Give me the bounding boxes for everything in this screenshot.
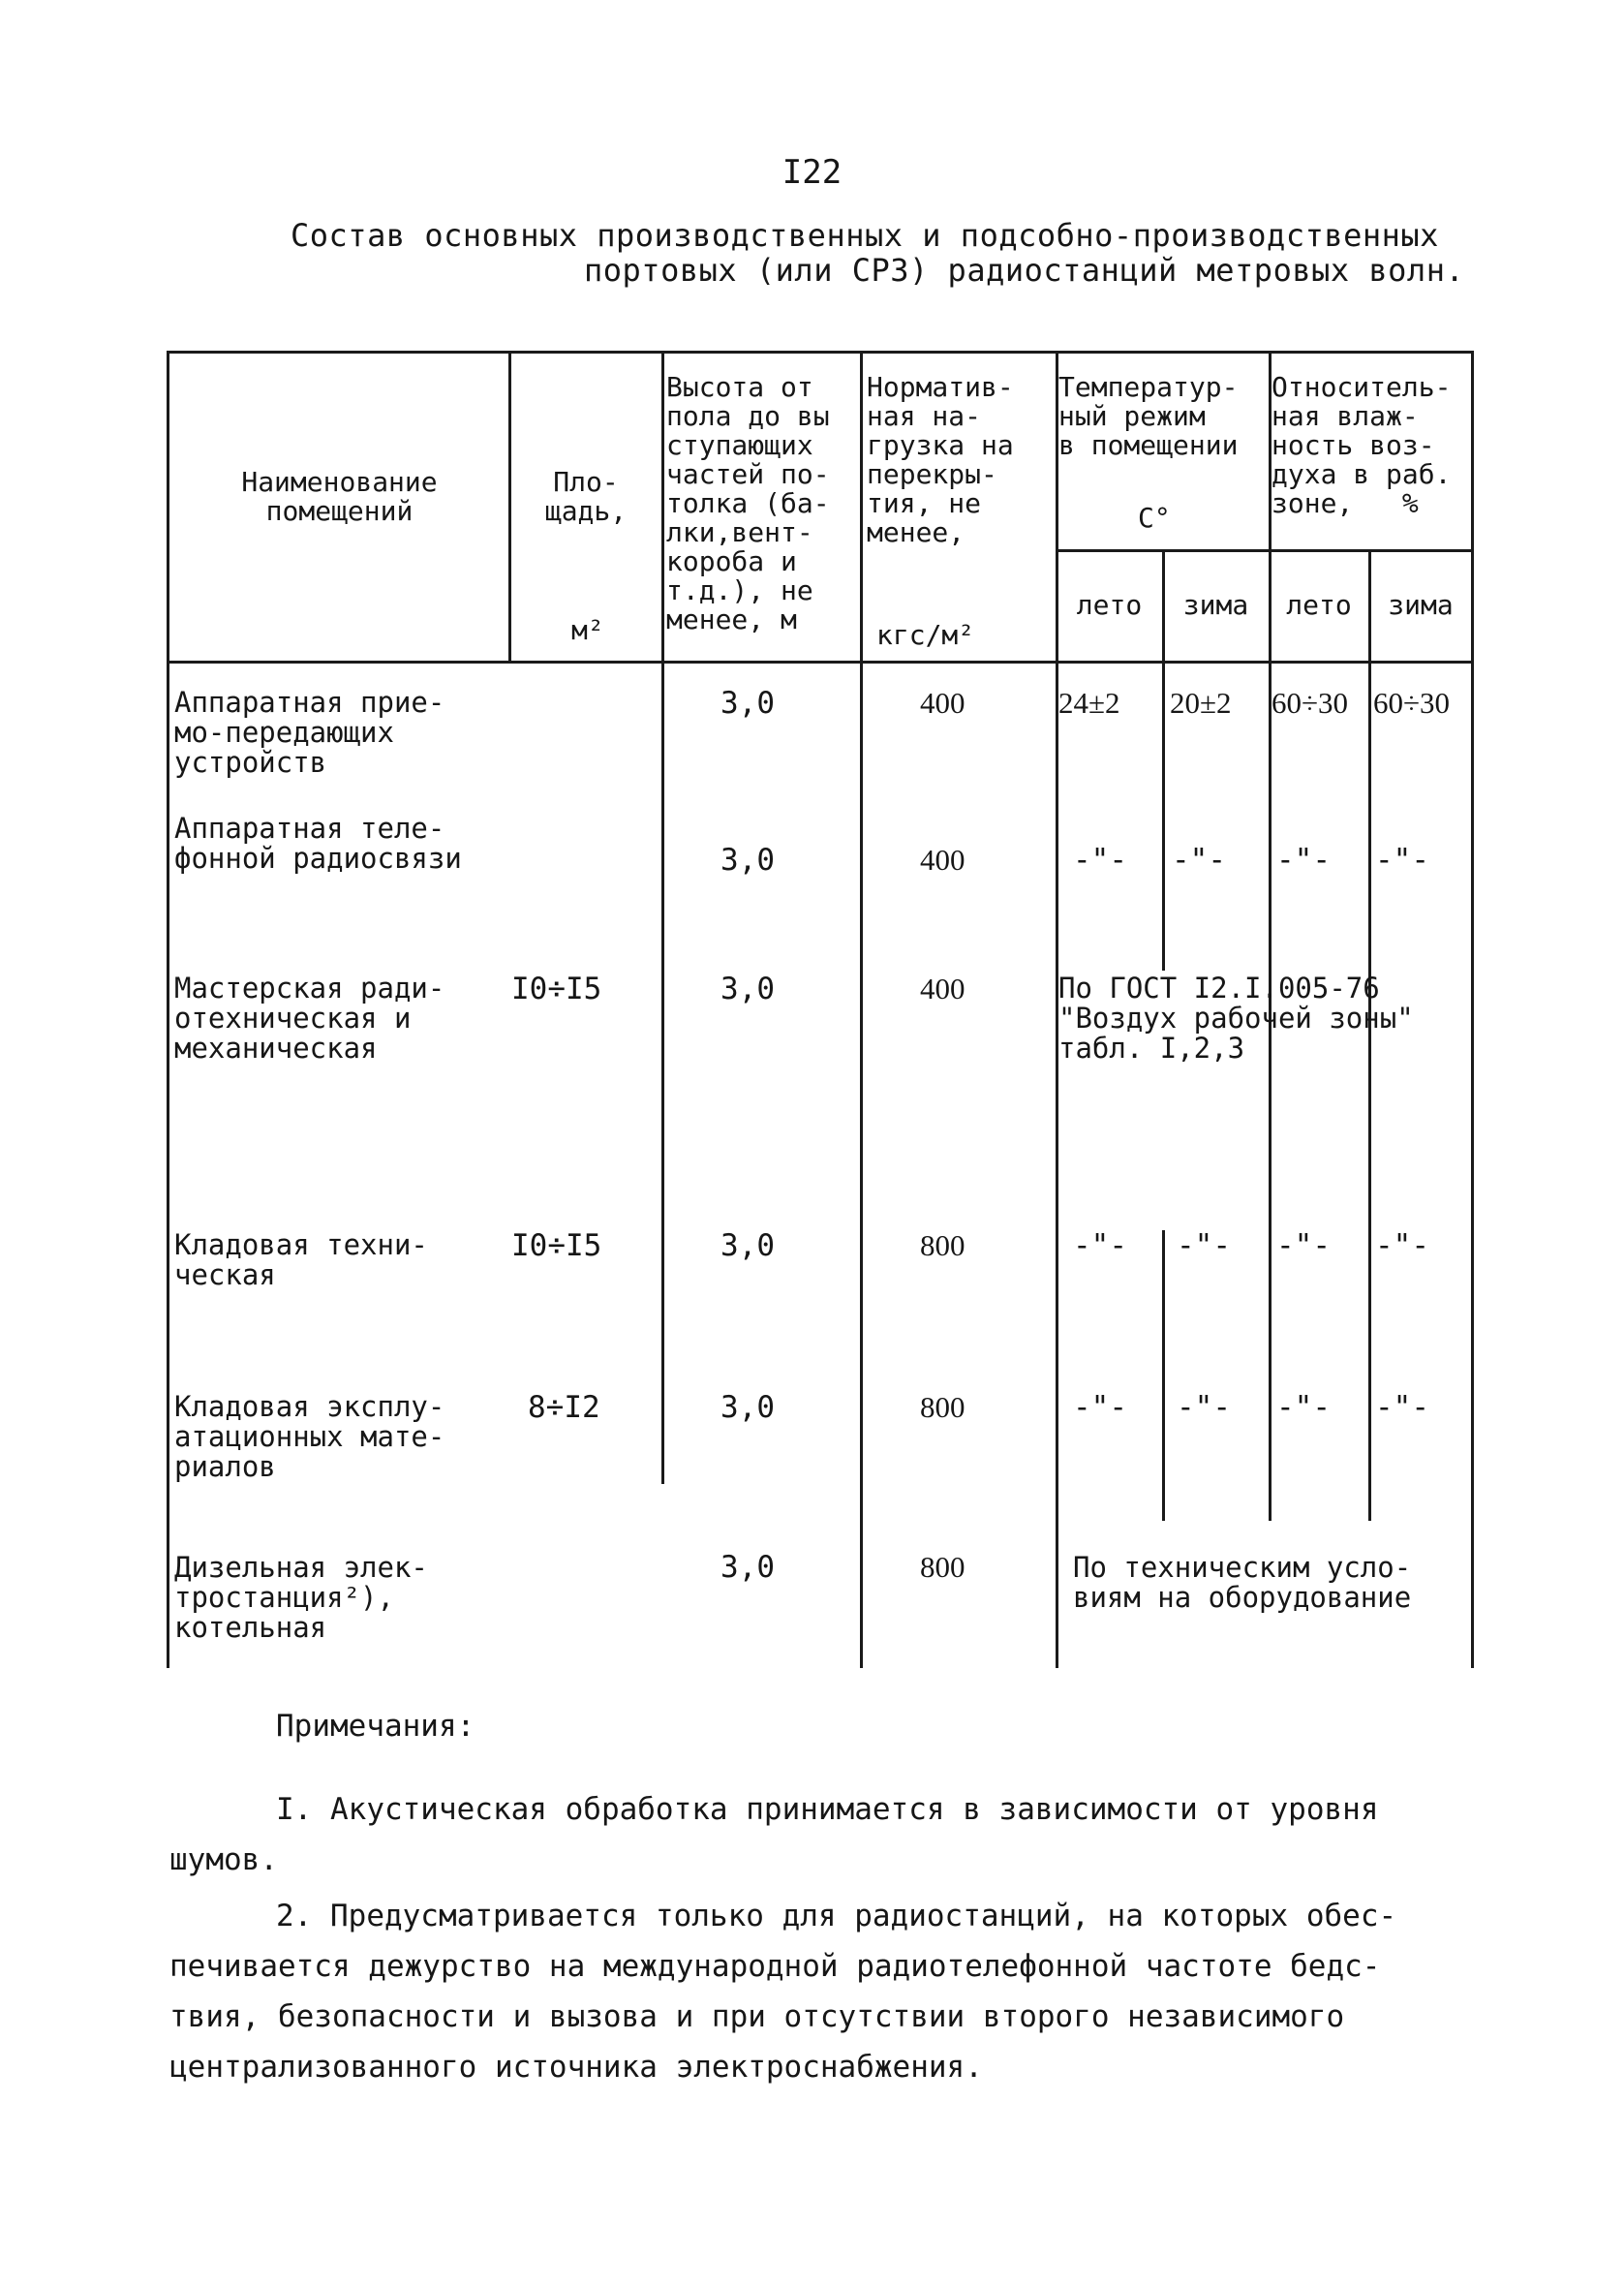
row-gost-reference: По ГОСТ I2.I.005-76 "Воздух рабочей зоны" табл. I,2,3 [1058,972,1414,1065]
col-line-5b [1162,1230,1165,1521]
row-name: Кладовая техни- ческая [174,1228,428,1291]
row-temp-winter: -"- [1177,1228,1231,1263]
row-height: 3,0 [720,843,775,878]
header-height: Высота от пола до вы ступающих частей по- толка (ба- лки,вент- короба и т.д.), не менее, м [666,371,830,635]
header-hum-winter: зима [1388,589,1454,621]
header-temperature: Температур- ный режим в помещении [1058,371,1239,461]
row-hum-winter: 60÷30 [1373,686,1451,720]
row-temp-winter: -"- [1172,843,1226,878]
row-name: Кладовая эксплу- атационных мате- риалов [174,1390,445,1483]
header-temp-summer: лето [1076,589,1143,621]
row-hum-winter: -"- [1375,1390,1429,1425]
header-hum-summer: лето [1286,589,1352,621]
row-temp-summer: -"- [1073,843,1127,878]
row-hum-summer: -"- [1276,843,1331,878]
row-hum-summer: -"- [1276,1228,1331,1263]
document-title-line-1: Состав основных производственных и подсобно-производственных [291,217,1439,254]
col-line-6 [1269,351,1272,1521]
row-name: Аппаратная прие- мо-передающих устройств [174,686,445,779]
note-1-line-1: I. Акустическая обработка принимается в зависимости от уровня [276,1792,1379,1827]
header-bottom-border [167,661,1474,664]
col-line-3 [860,351,863,1668]
row-height: 3,0 [720,972,775,1006]
subheader-divider [1056,549,1474,552]
note-2-line-2: печивается дежурство на международной радиотелефонной частоте бедс- [169,1949,1381,1984]
row-area: I0÷I5 [511,1228,602,1263]
row-hum-summer: 60÷30 [1272,686,1349,720]
row-load: 400 [920,972,965,1005]
col-line-1 [508,351,511,664]
row-height: 3,0 [720,1228,775,1263]
col-line-8 [1471,351,1474,1668]
header-load: Норматив- ная на- грузка на перекры- тия, не менее, [867,371,1014,548]
notes-heading: Примечания: [276,1709,475,1744]
col-line-2 [661,351,664,1484]
row-technical-conditions: По техническим усло- виям на оборудование [1073,1551,1412,1614]
header-area: Пло- щадь, [544,466,628,527]
header-area-unit: м² [571,614,604,646]
row-temp-winter: -"- [1177,1390,1231,1425]
header-temp-winter: зима [1182,589,1249,621]
row-load: 400 [920,686,965,720]
row-height: 3,0 [720,1390,775,1425]
row-load: 800 [920,1228,965,1262]
row-load: 800 [920,1390,965,1424]
page-number: I22 [781,153,843,192]
row-hum-winter: -"- [1375,843,1429,878]
header-temperature-unit: С° [1138,502,1171,534]
note-1-line-2: шумов. [169,1842,278,1877]
row-height: 3,0 [720,1550,775,1585]
document-title-line-2: портовых (или СРЗ) радиостанций метровых волн. [584,252,1465,289]
note-2-line-4: централизованного источника электроснабжения. [169,2050,983,2085]
header-name: Наименование помещений [241,466,438,527]
row-hum-summer: -"- [1276,1390,1331,1425]
row-temp-summer: -"- [1073,1228,1127,1263]
note-2-line-3: твия, безопасности и вызова и при отсутствии второго независимого [169,1999,1345,2034]
row-name: Дизельная элек- тростанция²), котельная [174,1551,428,1644]
row-temp-summer: -"- [1073,1390,1127,1425]
header-humidity: Относитель- ная влаж- ность воз- духа в раб. зоне, % [1272,371,1452,519]
header-load-unit: кгс/м² [876,619,975,651]
row-hum-winter: -"- [1375,1228,1429,1263]
row-name: Мастерская ради- отехническая и механическая [174,972,445,1065]
row-name: Аппаратная теле- фонной радиосвязи [174,812,462,875]
row-temp-winter: 20±2 [1170,686,1232,720]
row-load: 800 [920,1550,965,1584]
col-line-0 [167,351,169,1668]
row-area: I0÷I5 [511,972,602,1006]
row-load: 400 [920,843,965,877]
note-2-line-1: 2. Предусматривается только для радиостанций, на которых обес- [276,1899,1397,1933]
row-temp-summer: 24±2 [1058,686,1120,720]
table-top-border [167,351,1474,354]
row-height: 3,0 [720,686,775,721]
row-area: 8÷I2 [528,1390,600,1425]
